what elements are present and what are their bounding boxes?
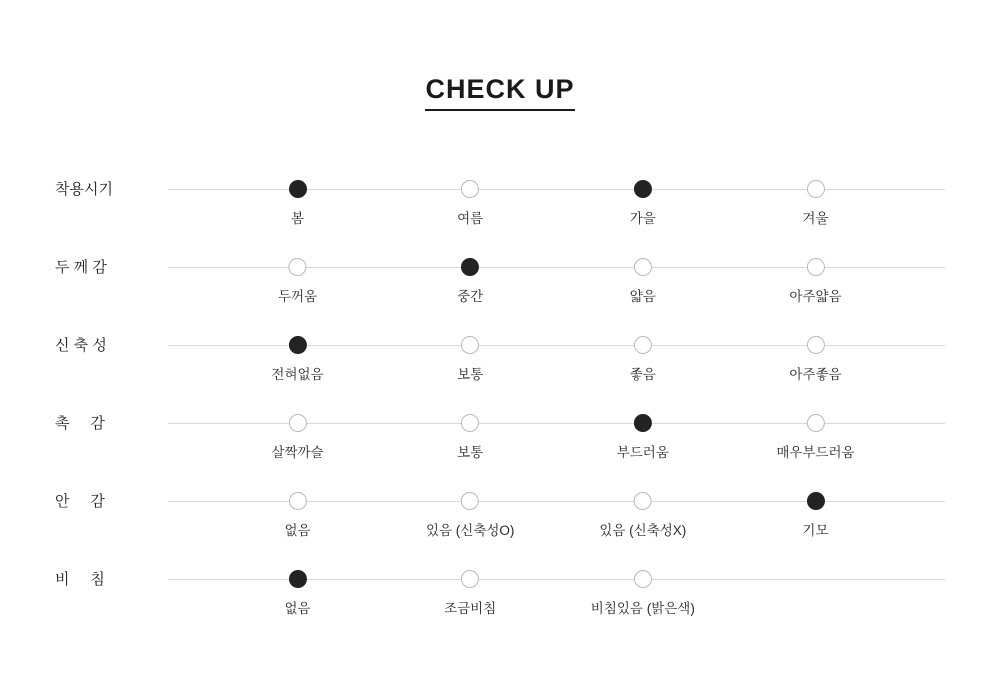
row-options (168, 316, 945, 394)
unselected-dot-icon[interactable] (806, 336, 824, 354)
option-point[interactable] (444, 570, 496, 617)
option-label: 있음 (신축성O) (425, 523, 515, 538)
selected-dot-icon[interactable] (289, 570, 307, 588)
option-label: 없음 (284, 523, 311, 538)
selected-dot-icon[interactable] (289, 180, 307, 198)
option-point[interactable] (457, 336, 483, 383)
option-point[interactable] (789, 258, 841, 305)
option-label: 살짝까슬 (271, 445, 324, 460)
option-point[interactable] (599, 492, 686, 539)
option-label: 있음 (신축성X) (599, 523, 687, 538)
unselected-dot-icon[interactable] (461, 180, 479, 198)
unselected-dot-icon[interactable] (289, 414, 307, 432)
option-point[interactable] (457, 180, 483, 227)
option-point[interactable] (284, 570, 310, 617)
unselected-dot-icon[interactable] (461, 336, 479, 354)
unselected-dot-icon[interactable] (634, 258, 652, 276)
option-label: 없음 (284, 601, 311, 616)
unselected-dot-icon[interactable] (806, 414, 824, 432)
option-label: 좋음 (629, 367, 656, 382)
unselected-dot-icon[interactable] (634, 336, 652, 354)
option-point[interactable] (457, 414, 483, 461)
chart-row (0, 238, 1000, 316)
option-label: 중간 (457, 289, 484, 304)
selected-dot-icon[interactable] (289, 336, 307, 354)
option-label: 보통 (457, 367, 484, 382)
option-point[interactable] (289, 180, 307, 227)
option-point[interactable] (630, 336, 656, 383)
chart-row (0, 160, 1000, 238)
selected-dot-icon[interactable] (461, 258, 479, 276)
row-label: 신 축 성 (55, 337, 107, 354)
row-options (168, 160, 945, 238)
unselected-dot-icon[interactable] (289, 492, 307, 510)
option-point[interactable] (284, 492, 310, 539)
option-point[interactable] (591, 570, 695, 617)
chart-row (0, 316, 1000, 394)
selected-dot-icon[interactable] (806, 492, 824, 510)
unselected-dot-icon[interactable] (461, 492, 479, 510)
option-point[interactable] (776, 414, 854, 461)
option-label: 여름 (457, 211, 484, 226)
row-label: 촉 감 (55, 415, 105, 432)
unselected-dot-icon[interactable] (806, 258, 824, 276)
selected-dot-icon[interactable] (634, 180, 652, 198)
chart-row (0, 472, 1000, 550)
chart-row (0, 550, 1000, 628)
unselected-dot-icon[interactable] (806, 180, 824, 198)
option-point[interactable] (278, 258, 317, 305)
option-point[interactable] (426, 492, 514, 539)
option-label: 부드러움 (616, 445, 669, 460)
option-label: 보통 (457, 445, 484, 460)
option-label: 아주얇음 (789, 289, 842, 304)
chart-row (0, 394, 1000, 472)
unselected-dot-icon[interactable] (289, 258, 307, 276)
option-label: 매우부드러움 (776, 445, 855, 460)
row-options (168, 472, 945, 550)
check-up-chart (0, 160, 1000, 628)
row-label: 두 께 감 (55, 259, 107, 276)
option-label: 조금비침 (444, 601, 497, 616)
row-label: 안 감 (55, 493, 105, 510)
option-label: 겨울 (802, 211, 829, 226)
option-point[interactable] (802, 492, 828, 539)
option-point[interactable] (630, 258, 656, 305)
unselected-dot-icon[interactable] (461, 414, 479, 432)
option-point[interactable] (271, 336, 323, 383)
option-label: 두꺼움 (277, 289, 318, 304)
option-label: 가을 (629, 211, 656, 226)
option-point[interactable] (271, 414, 323, 461)
option-label: 봄 (290, 211, 305, 226)
row-label: 비 침 (55, 571, 105, 588)
option-point[interactable] (802, 180, 828, 227)
unselected-dot-icon[interactable] (461, 570, 479, 588)
option-label: 비침있음 (밝은색) (590, 601, 695, 616)
row-options (168, 394, 945, 472)
page-title-text: CHECK UP (425, 74, 574, 111)
option-point[interactable] (630, 180, 656, 227)
page-title (0, 74, 1000, 105)
row-options (168, 238, 945, 316)
option-label: 아주좋음 (789, 367, 842, 382)
option-point[interactable] (789, 336, 841, 383)
option-label: 전혀없음 (271, 367, 324, 382)
option-label: 기모 (802, 523, 829, 538)
row-label: 착용시기 (55, 181, 113, 198)
unselected-dot-icon[interactable] (634, 570, 652, 588)
option-point[interactable] (457, 258, 483, 305)
option-label: 얇음 (629, 289, 656, 304)
selected-dot-icon[interactable] (634, 414, 652, 432)
option-point[interactable] (617, 414, 669, 461)
row-options (168, 550, 945, 628)
unselected-dot-icon[interactable] (634, 492, 652, 510)
